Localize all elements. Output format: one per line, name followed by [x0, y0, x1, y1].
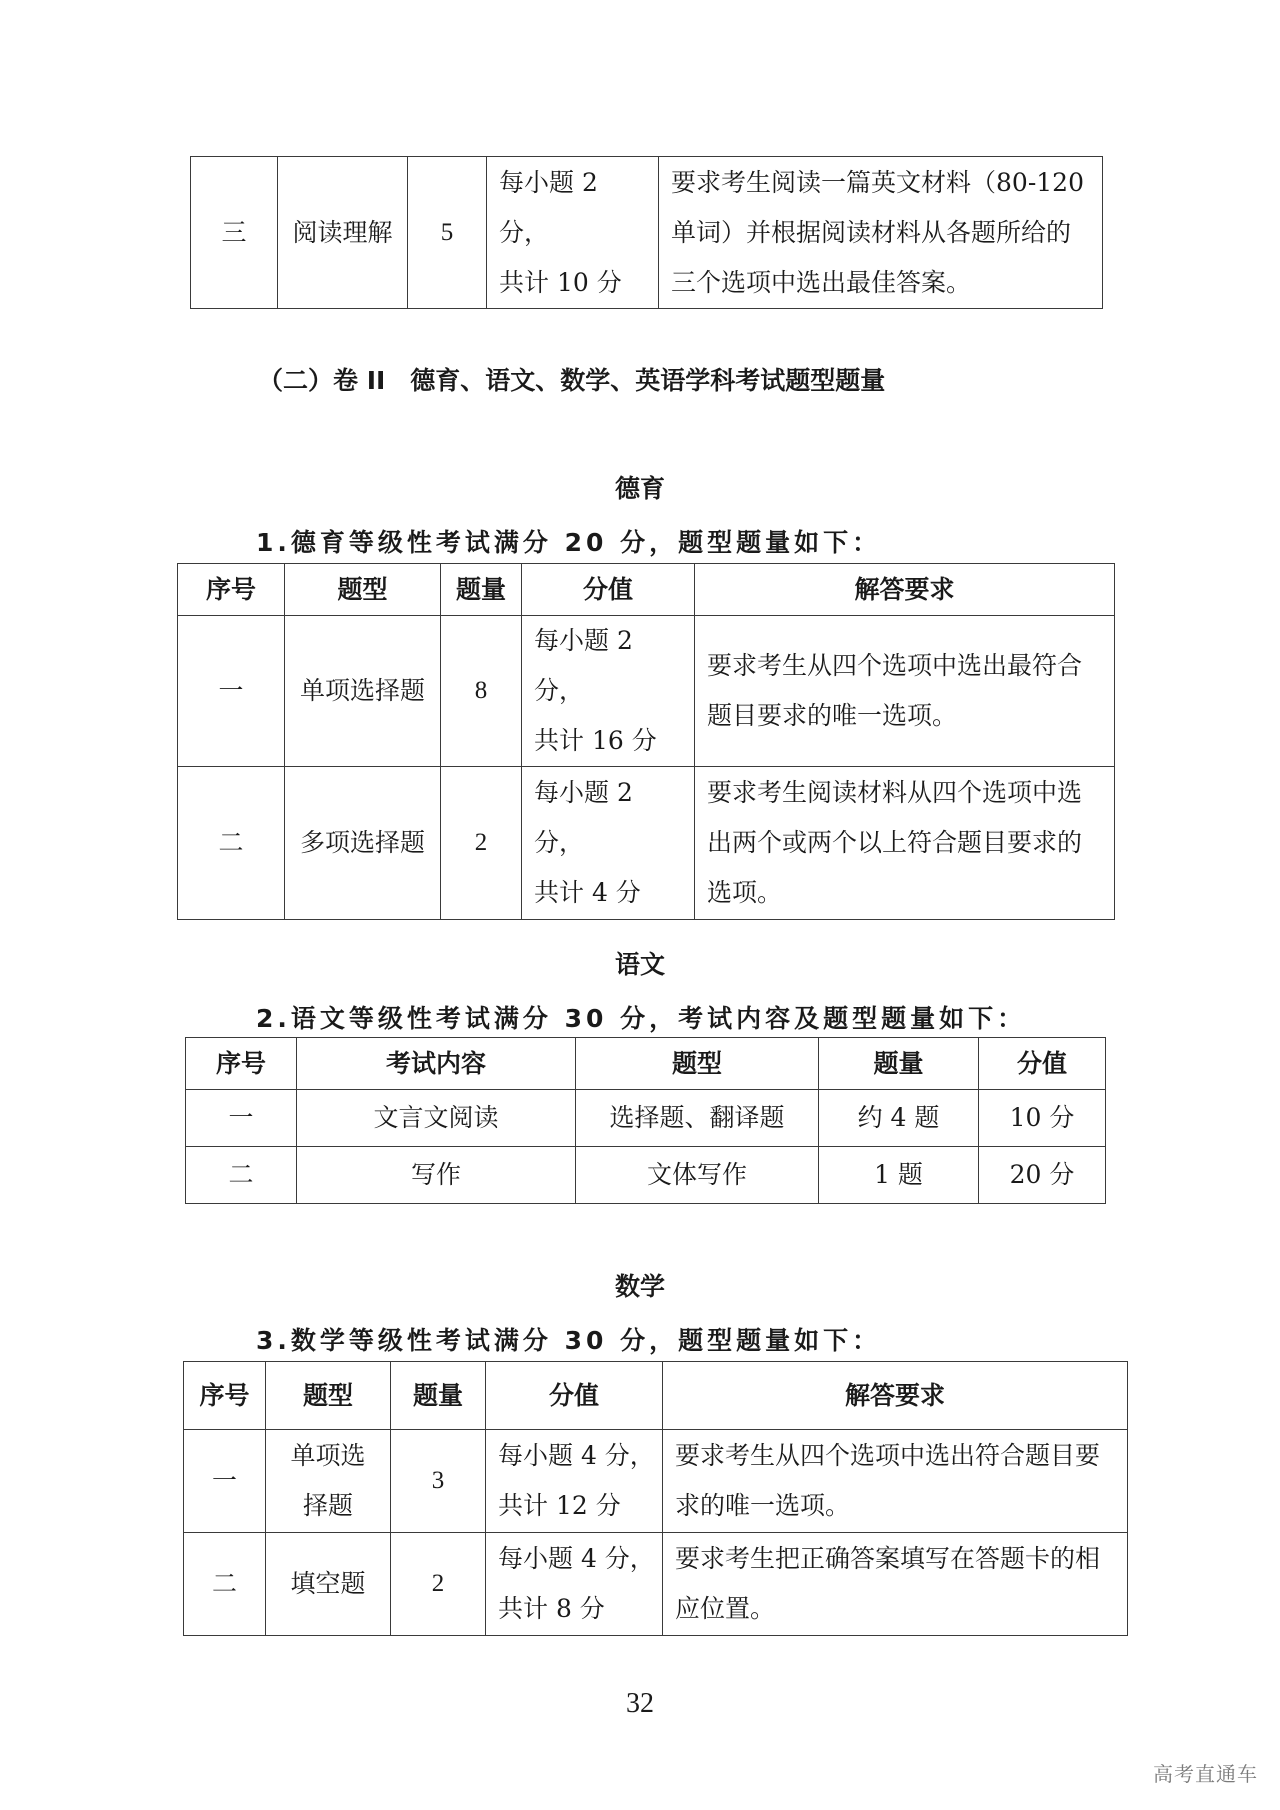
page-number: 32: [626, 1688, 654, 1719]
header-count: 题量: [819, 1038, 979, 1090]
score: 20 分: [979, 1147, 1106, 1204]
header-requirement: 解答要求: [663, 1362, 1128, 1430]
question-type: 多项选择题: [285, 767, 441, 920]
section-heading: （二）卷 II 德育、语文、数学、英语学科考试题型题量: [258, 366, 886, 395]
table-row: [191, 157, 1103, 309]
score-line: 每小题 4 分，: [498, 1544, 655, 1573]
requirement-line: 题目要求的唯一选项。: [707, 701, 958, 730]
question-type: 文体写作: [576, 1147, 819, 1204]
question-type-line: 择题: [302, 1491, 353, 1520]
row-number: 二: [186, 1147, 297, 1204]
row-number: 一: [186, 1090, 297, 1147]
shuxue-intro: 3.数学等级性考试满分 30 分，题型题量如下：: [256, 1326, 882, 1355]
table-row: [178, 616, 1115, 767]
exam-content: 文言文阅读: [297, 1090, 576, 1147]
row-number: 一: [184, 1430, 266, 1533]
requirement-line: 选项。: [707, 878, 783, 907]
requirement-line: 三个选项中选出最佳答案。: [671, 267, 972, 297]
requirement-line: 求的唯一选项。: [675, 1491, 851, 1520]
table-header-row: [186, 1038, 1106, 1090]
score-line: 共计 12 分: [498, 1491, 621, 1520]
table-header-row: [178, 564, 1115, 616]
requirement-line: 要求考生从四个选项中选出最符合: [707, 651, 1083, 680]
shuxue-table: [183, 1361, 1128, 1636]
question-count: 5: [408, 157, 487, 309]
requirement-line: 要求考生从四个选项中选出符合题目要: [675, 1441, 1101, 1470]
row-number: 一: [178, 616, 285, 767]
requirement-line: 要求考生阅读一篇英文材料（80-120: [671, 167, 1084, 197]
score-line: 每小题 4 分，: [498, 1441, 655, 1470]
question-count: 约 4 题: [819, 1090, 979, 1147]
header-score: 分值: [522, 564, 695, 616]
question-count: 1 题: [819, 1147, 979, 1204]
score-line: 共计 16 分: [534, 726, 657, 755]
question-type: 填空题: [266, 1533, 391, 1636]
header-score: 分值: [979, 1038, 1106, 1090]
score-cell: [486, 1533, 663, 1636]
score-line: 共计 10 分: [499, 267, 622, 297]
question-type: 单项选择题: [285, 616, 441, 767]
requirement-cell: [663, 1533, 1128, 1636]
requirement-line: 出两个或两个以上符合题目要求的: [707, 828, 1083, 857]
row-number: 三: [191, 157, 278, 309]
watermark: 高考直通车: [1153, 1762, 1258, 1786]
question-count: 8: [441, 616, 522, 767]
row-number: 二: [184, 1533, 266, 1636]
requirement-cell: [695, 616, 1115, 767]
exam-content: 写作: [297, 1147, 576, 1204]
deyu-title: 德育: [614, 474, 665, 503]
requirement-line: 单词）并根据阅读材料从各题所给的: [671, 217, 1072, 247]
header-number: 序号: [184, 1362, 266, 1430]
requirement-line: 要求考生把正确答案填写在答题卡的相: [675, 1544, 1101, 1573]
table-row: [186, 1090, 1106, 1147]
yuwen-intro: 2.语文等级性考试满分 30 分，考试内容及题型题量如下：: [256, 1004, 1027, 1033]
requirement-cell: [659, 157, 1103, 309]
score-cell: [522, 616, 695, 767]
header-type: 题型: [576, 1038, 819, 1090]
score-cell: [486, 1430, 663, 1533]
header-score: 分值: [486, 1362, 663, 1430]
question-count: 2: [391, 1533, 486, 1636]
header-content: 考试内容: [297, 1038, 576, 1090]
score-line: 每小题 2 分，: [534, 778, 633, 857]
requirement-line: 应位置。: [675, 1594, 776, 1623]
question-type: 选择题、翻译题: [576, 1090, 819, 1147]
score-line: 每小题 2 分，: [499, 167, 598, 247]
table-row: [184, 1533, 1128, 1636]
header-count: 题量: [391, 1362, 486, 1430]
shuxue-title: 数学: [614, 1272, 665, 1301]
yuwen-table: [185, 1037, 1106, 1204]
english-reading-table: [190, 156, 1103, 309]
table-row: [184, 1430, 1128, 1533]
header-requirement: 解答要求: [695, 564, 1115, 616]
score-cell: [487, 157, 659, 309]
question-type: [266, 1430, 391, 1533]
requirement-line: 要求考生阅读材料从四个选项中选: [707, 778, 1083, 807]
deyu-intro: 1.德育等级性考试满分 20 分，题型题量如下：: [256, 528, 882, 557]
yuwen-title: 语文: [614, 950, 665, 979]
requirement-cell: [663, 1430, 1128, 1533]
score-cell: [522, 767, 695, 920]
requirement-cell: [695, 767, 1115, 920]
score: 10 分: [979, 1090, 1106, 1147]
question-type: 阅读理解: [278, 157, 408, 309]
header-type: 题型: [266, 1362, 391, 1430]
header-type: 题型: [285, 564, 441, 616]
score-line: 每小题 2 分，: [534, 626, 633, 705]
question-count: 3: [391, 1430, 486, 1533]
header-number: 序号: [178, 564, 285, 616]
table-row: [186, 1147, 1106, 1204]
score-line: 共计 4 分: [534, 878, 641, 907]
question-type-line: 单项选: [290, 1441, 366, 1470]
header-number: 序号: [186, 1038, 297, 1090]
deyu-table: [177, 563, 1115, 920]
header-count: 题量: [441, 564, 522, 616]
score-line: 共计 8 分: [498, 1594, 605, 1623]
row-number: 二: [178, 767, 285, 920]
table-header-row: [184, 1362, 1128, 1430]
table-row: [178, 767, 1115, 920]
question-count: 2: [441, 767, 522, 920]
